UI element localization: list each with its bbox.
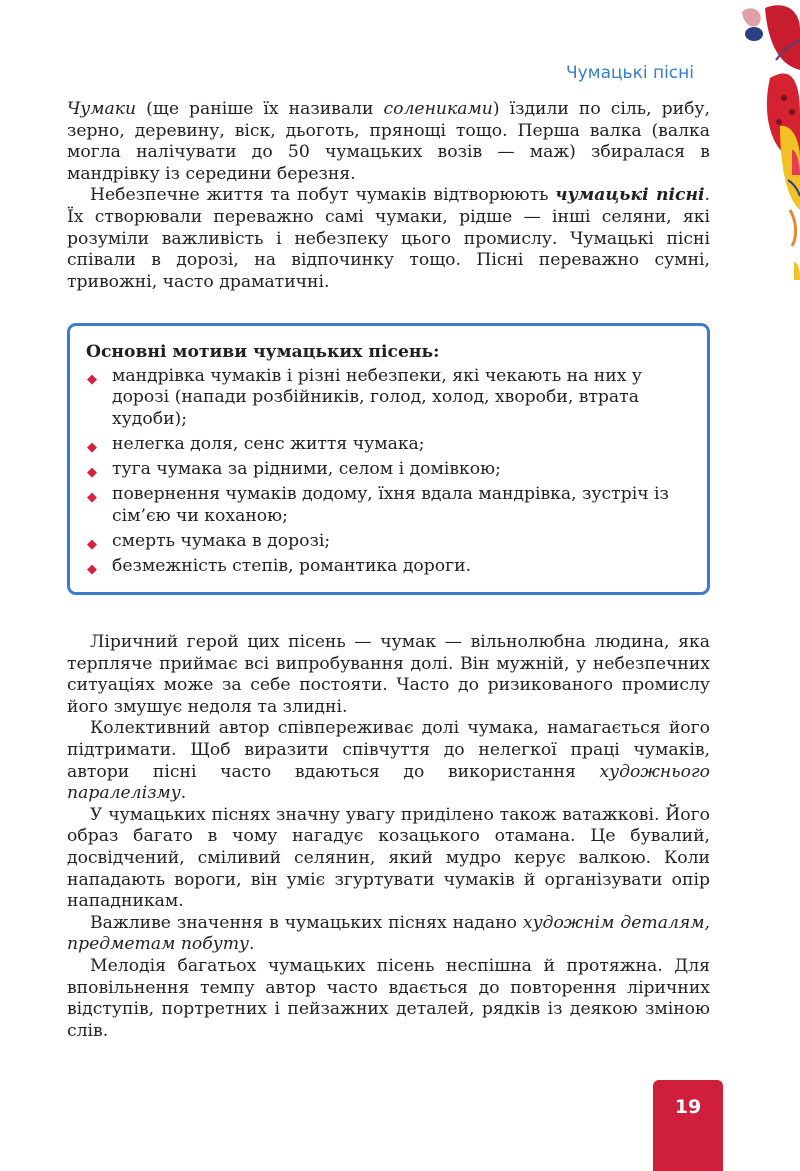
- list-item-text: мандрівка чумаків і різні небезпеки, які чекають на них у дорозі (напади розбійників, голод, холод, хвороби, втрата худоби);: [112, 365, 642, 429]
- red-diamond-icon: ◆: [87, 562, 97, 578]
- body-paragraph-2: [67, 718, 710, 804]
- motifs-title: Основні мотиви чумацьких пісень:: [86, 342, 440, 362]
- term-artistic-details: художнім деталям, предметам побуту: [67, 912, 710, 955]
- motifs-list: [86, 366, 685, 578]
- list-item: [86, 434, 685, 456]
- list-item-text: нелегка доля, сенс життя чумака;: [112, 433, 425, 454]
- page-number: 19: [674, 1096, 702, 1118]
- red-diamond-icon: ◆: [87, 465, 97, 481]
- term-solenyky: солениками: [383, 99, 493, 119]
- text-run: .: [248, 934, 255, 955]
- intro-paragraph-2: [67, 185, 710, 293]
- intro-text: [67, 99, 710, 293]
- text-run: . Їх створювали переважно самі чумаки, рідше — інші селяни, які розуміли важливість і небезпеку цього промислу. Чумацькі пісні співали в дорозі, на відпочинку тощо. Пісні переважно сумні, тривожні, часто драматичні.: [67, 185, 710, 292]
- body-text: [67, 632, 710, 1042]
- list-item-text: туга чумака за рідними, селом і домівкою;: [112, 459, 501, 480]
- body-paragraph-4: [67, 913, 710, 956]
- red-diamond-icon: ◆: [87, 490, 97, 506]
- red-diamond-icon: ◆: [87, 537, 97, 553]
- motifs-box: [67, 323, 710, 595]
- list-item: [86, 484, 685, 527]
- term-chumatski-pisni: чумацькі пісні: [555, 185, 705, 206]
- text-run: Важливе значення в чумацьких піснях надано: [90, 912, 523, 933]
- running-head: Чумацькі пісні: [566, 63, 694, 83]
- list-item-text: смерть чумака в дорозі;: [112, 531, 331, 552]
- body-paragraph-3: У чумацьких піснях значну увагу приділено також ватажкові. Його образ багато в чому нагадує козацького отамана. Це бувалий, досвідчений, сміливий селянин, який мудро керує валкою. Коли нападають вороги, він уміє згуртувати чумаків й організувати опір нападникам.: [67, 804, 710, 912]
- red-diamond-icon: ◆: [87, 439, 97, 455]
- list-item: [86, 366, 685, 431]
- text-run: .: [180, 783, 187, 804]
- text-run: Небезпечне життя та побут чумаків відтворюють: [90, 185, 556, 206]
- red-diamond-icon: ◆: [87, 371, 97, 387]
- text-run: (ще раніше їх називали: [136, 99, 384, 119]
- list-item: [86, 459, 685, 481]
- list-item: [86, 556, 685, 578]
- term-chumaky: Чумаки: [67, 99, 137, 119]
- text-run: ) їздили по сіль, рибу, зерно, деревину, віск, дьоготь, прянощі тощо. Перша валка (валка могла налічувати до 50 чумацьких возів — маж) збиралася в мандрівку із середини березня.: [67, 99, 711, 184]
- list-item-text: безмежність степів, романтика дороги.: [112, 556, 472, 577]
- list-item-text: повернення чумаків додому, їхня вдала мандрівка, зустріч із сім’єю чи коханою;: [112, 484, 669, 526]
- term-artistic-parallelism: художнього паралелізму: [67, 761, 710, 804]
- intro-paragraph-1: [67, 99, 710, 185]
- text-run: Колективний автор співпереживає долі чумака, намагається його підтримати. Щоб виразити співчуття до нелегкої праці чумаків, автори пісні часто вдаються до використання: [67, 718, 710, 782]
- list-item: [86, 531, 685, 553]
- body-paragraph-1: Ліричний герой цих пісень — чумак — вільнолюбна людина, яка терпляче приймає всі випробування долі. Він мужній, у небезпечних ситуаціях може за себе постояти. Часто до ризикованого промислу його змушує недоля та злидні.: [67, 632, 710, 717]
- body-paragraph-5: Мелодія багатьох чумацьких пісень неспішна й протяжна. Для вповільнення темпу автор часто вдається до повторення ліричних відступів, портретних і пейзажних деталей, рядків із деякою зміною слів.: [67, 955, 710, 1041]
- page-number-tab: [653, 1080, 723, 1171]
